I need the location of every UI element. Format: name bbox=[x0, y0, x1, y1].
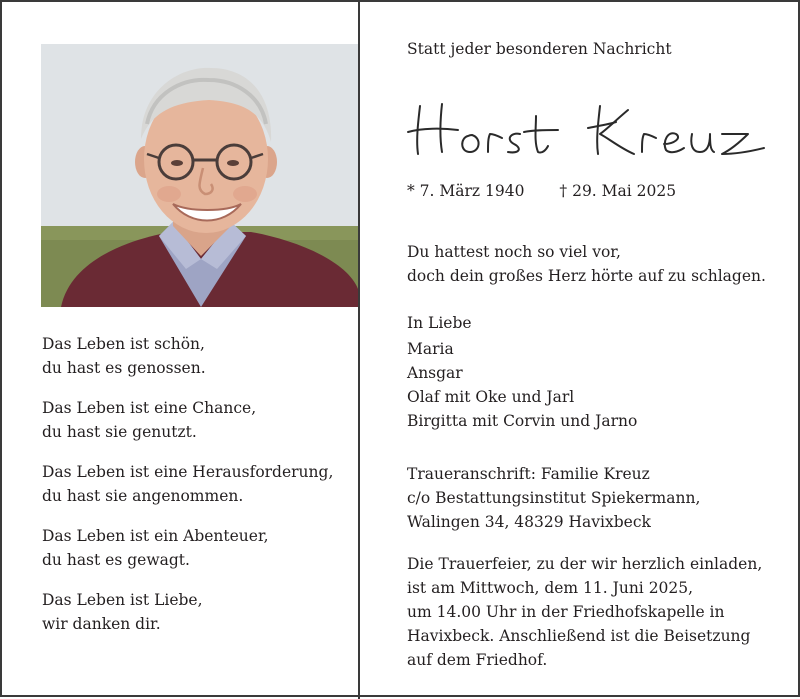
funeral-service-info bbox=[407, 552, 762, 672]
poem-line: Das Leben ist eine Herausforderung, bbox=[42, 463, 334, 481]
handwritten-name-signature bbox=[402, 88, 772, 178]
family-member: Maria bbox=[407, 340, 454, 358]
service-line: Die Trauerfeier, zu der wir herzlich einladen, bbox=[407, 555, 763, 573]
service-line: ist am Mittwoch, dem 11. Juni 2025, bbox=[407, 579, 694, 597]
mourning-address bbox=[407, 462, 700, 534]
poem-stanza bbox=[42, 396, 333, 444]
family-member: Birgitta mit Corvin und Jarno bbox=[407, 412, 638, 430]
address-line: c/o Bestattungsinstitut Spiekermann, bbox=[407, 489, 701, 507]
poem-line: Das Leben ist eine Chance, bbox=[42, 399, 257, 417]
poem-line: Das Leben ist schön, bbox=[42, 335, 205, 353]
quote-line: Du hattest noch so viel vor, bbox=[407, 243, 621, 261]
address-line: Walingen 34, 48329 Havixbeck bbox=[407, 513, 651, 531]
poem-line: Das Leben ist Liebe, bbox=[42, 591, 203, 609]
poem-line: du hast sie genutzt. bbox=[42, 423, 197, 441]
quote-line: doch dein großes Herz hörte auf zu schlagen. bbox=[407, 267, 766, 285]
service-line: um 14.00 Uhr in der Friedhofskapelle in bbox=[407, 603, 725, 621]
family-intro: In Liebe bbox=[407, 314, 472, 332]
portrait-illustration bbox=[41, 44, 358, 307]
poem-line: du hast es gewagt. bbox=[42, 551, 190, 569]
family-member: Ansgar bbox=[407, 364, 463, 382]
poem bbox=[42, 332, 333, 652]
poem-stanza bbox=[42, 332, 333, 380]
family-signature bbox=[407, 311, 637, 433]
notice-header: Statt jeder besonderen Nachricht bbox=[407, 40, 672, 58]
service-line: Havixbeck. Anschließend ist die Beisetzung bbox=[407, 627, 751, 645]
quote bbox=[407, 240, 766, 288]
center-divider bbox=[358, 2, 360, 699]
life-dates bbox=[407, 182, 676, 200]
portrait-photo bbox=[41, 44, 358, 307]
poem-line: du hast sie angenommen. bbox=[42, 487, 244, 505]
address-line: Traueranschrift: Familie Kreuz bbox=[407, 465, 650, 483]
poem-stanza bbox=[42, 524, 333, 572]
poem-line: wir danken dir. bbox=[42, 615, 161, 633]
death-date: † 29. Mai 2025 bbox=[559, 182, 677, 200]
deceased-name bbox=[402, 88, 772, 178]
family-member: Olaf mit Oke und Jarl bbox=[407, 388, 575, 406]
poem-line: du hast es genossen. bbox=[42, 359, 206, 377]
poem-stanza bbox=[42, 588, 333, 636]
birth-date: * 7. März 1940 bbox=[407, 182, 525, 200]
service-line: auf dem Friedhof. bbox=[407, 651, 548, 669]
poem-line: Das Leben ist ein Abenteuer, bbox=[42, 527, 269, 545]
poem-stanza bbox=[42, 460, 333, 508]
